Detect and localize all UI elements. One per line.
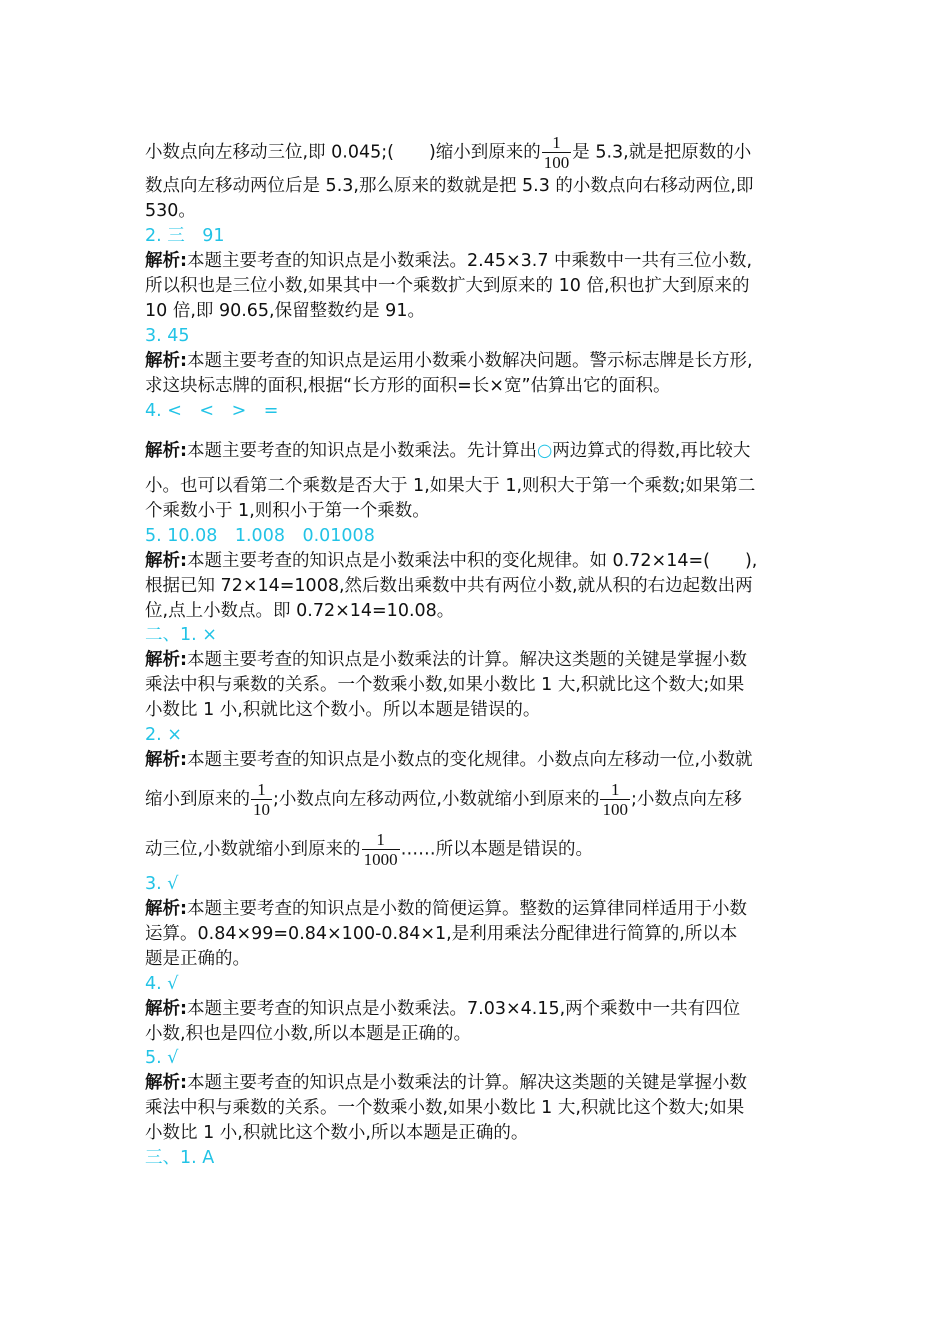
explanation-line: 解析:本题主要考查的知识点是小数乘法。2.45×3.7 中乘数中一共有三位小数,: [145, 251, 753, 271]
fraction: $\frac{1}{10}$: [253, 780, 270, 819]
explanation-line: 解析:本题主要考查的知识点是小数的简便运算。整数的运算律同样适用于小数: [145, 899, 747, 919]
text-line: 求这块标志牌的面积,根据“长方形的面积=长×宽”估算出它的面积。: [145, 376, 671, 396]
text-line: 乘法中积与乘数的关系。一个数乘小数,如果小数比 1 大,积就比这个数大;如果: [145, 675, 745, 695]
text-line: 位,点上小数点。即 0.72×14=10.08。: [145, 601, 455, 621]
text-line: 乘法中积与乘数的关系。一个数乘小数,如果小数比 1 大,积就比这个数大;如果: [145, 1098, 745, 1118]
explanation-line: 解析:本题主要考查的知识点是小数乘法的计算。解决这类题的关键是掌握小数: [145, 1073, 747, 1093]
text-line: 根据已知 72×14=1008,然后数出乘数中共有两位小数,就从积的右边起数出两: [145, 576, 753, 596]
text-line: 数点向左移动两位后是 5.3,那么原来的数就是把 5.3 的小数点向右移动两位,即: [145, 176, 754, 196]
text-line: 所以积也是三位小数,如果其中一个乘数扩大到原来的 10 倍,积也扩大到原来的: [145, 276, 750, 296]
text-line: 小数比 1 小,积就比这个数小,所以本题是正确的。: [145, 1123, 529, 1143]
explanation-line: 解析:本题主要考查的知识点是运用小数乘小数解决问题。警示标志牌是长方形,: [145, 351, 753, 371]
text-line: 个乘数小于 1,则积小于第一个乘数。: [145, 501, 430, 521]
explanation-line: 解析:本题主要考查的知识点是小数点的变化规律。小数点向左移动一位,小数就: [145, 750, 753, 770]
answer-heading: 4. √: [145, 974, 179, 994]
text-line: 动三位,小数就缩小到原来的 $\frac{1}{1000}$ ……所以本题是错误的。: [145, 830, 594, 869]
explanation-line: 解析:本题主要考查的知识点是小数乘法。先计算出○两边算式的得数,再比较大: [145, 441, 751, 461]
explanation-line: 解析:本题主要考查的知识点是小数乘法。7.03×4.15,两个乘数中一共有四位: [145, 999, 741, 1019]
text-line: 530。: [145, 201, 196, 221]
answer-heading: 2. 三 91: [145, 226, 225, 246]
explanation-line: 解析:本题主要考查的知识点是小数乘法中积的变化规律。如 0.72×14=( ),: [145, 551, 758, 571]
answer-heading: 二、1. ×: [145, 625, 217, 645]
answer-heading: 2. ×: [145, 725, 182, 745]
answer-heading: 5. 10.08 1.008 0.01008: [145, 526, 375, 546]
fraction: $\frac{1}{1000}$: [363, 830, 398, 869]
text-line: 题是正确的。: [145, 949, 250, 969]
text-line: 小数比 1 小,积就比这个数小。所以本题是错误的。: [145, 700, 541, 720]
fraction: $\frac{1}{100}$: [543, 133, 570, 172]
answer-heading: 3. √: [145, 874, 179, 894]
text-line: 小数,积也是四位小数,所以本题是正确的。: [145, 1024, 472, 1044]
fraction: $\frac{1}{100}$: [602, 780, 628, 819]
text-line: 10 倍,即 90.65,保留整数约是 91。: [145, 301, 425, 321]
answer-heading: 4. < < > =: [145, 401, 279, 421]
text-line: 小数点向左移动三位,即 0.045;( )缩小到原来的 $\frac{1}{100}$ 是 5.3,就是把原数的小: [145, 133, 752, 172]
answer-heading: 5. √: [145, 1048, 179, 1068]
text-line: 小。也可以看第二个乘数是否大于 1,如果大于 1,则积大于第一个乘数;如果第二: [145, 476, 756, 496]
circle-icon: ○: [537, 441, 553, 461]
text-line: 运算。0.84×99=0.84×100-0.84×1,是利用乘法分配律进行简算的,所以本: [145, 924, 738, 944]
explanation-line: 解析:本题主要考查的知识点是小数乘法的计算。解决这类题的关键是掌握小数: [145, 650, 747, 670]
answer-heading: 三、1. A: [145, 1148, 215, 1168]
text-line: 缩小到原来的 $\frac{1}{10}$ ;小数点向左移动两位,小数就缩小到原来的 $\frac{1}{100}$ ;小数点向左移: [145, 780, 742, 819]
answer-heading: 3. 45: [145, 326, 190, 346]
